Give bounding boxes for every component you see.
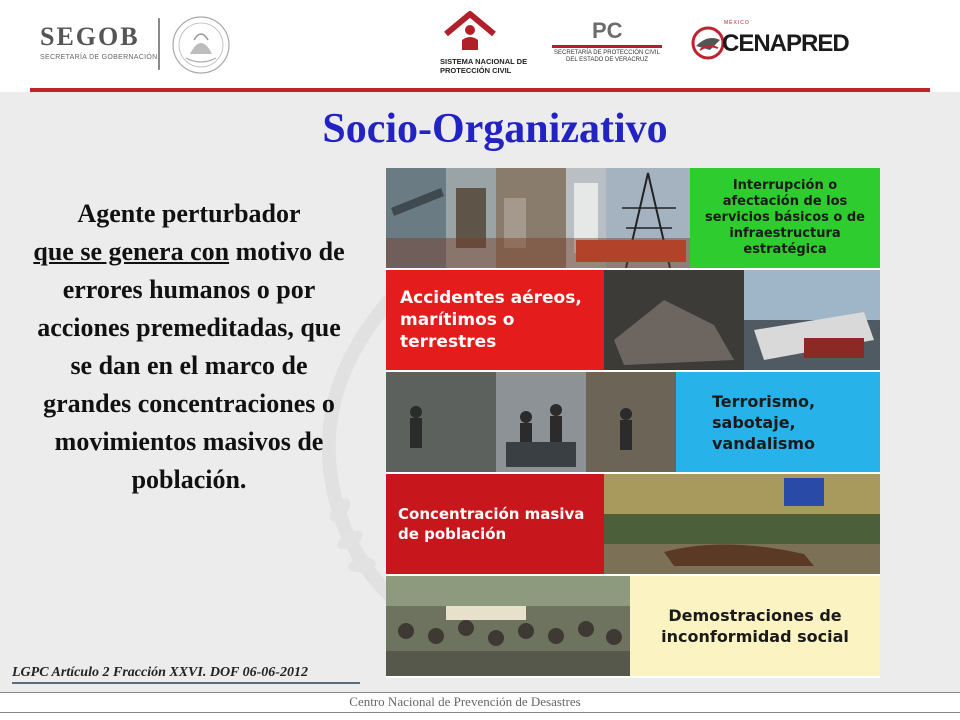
- pc-nacional-label: SISTEMA NACIONAL DE PROTECCIÓN CIVIL: [440, 57, 528, 75]
- category-text-accidentes: Accidentes aéreos, marítimos o terrestres: [400, 288, 582, 352]
- national-seal-icon: [170, 14, 232, 76]
- pc-veracruz-bar: [552, 45, 662, 48]
- logo-divider: [158, 18, 160, 70]
- proteccion-civil-house-icon: [440, 10, 500, 50]
- category-label-concentracion: [386, 474, 604, 574]
- accidents-photo: [604, 270, 880, 370]
- category-text-terrorismo: Terrorismo, sabotaje, vandalismo: [712, 391, 816, 453]
- cenapred-logo: [690, 20, 849, 65]
- category-label-infraestructura: [690, 168, 880, 268]
- cenapred-country: MÉXICO: [724, 20, 750, 26]
- category-text-demostraciones: Demostraciones de inconformidad social: [661, 606, 849, 646]
- slide-header: [0, 0, 960, 92]
- legal-underline: [12, 682, 360, 684]
- protest-photo: [386, 576, 630, 676]
- definition-underlined: que se genera con: [33, 237, 230, 266]
- category-text-concentracion: Concentración masiva de población: [398, 505, 585, 543]
- definition-part-2: motivo de errores humanos o por acciones premeditadas, que se dan en el marco de grandes concentraciones o movimientos masivos de población.: [37, 237, 345, 494]
- cenapred-wordmark: CENAPRED: [722, 30, 849, 57]
- category-label-terrorismo: [676, 372, 880, 472]
- footer-bottom-line: [0, 712, 960, 713]
- proteccion-civil-nacional-logo: [440, 10, 540, 75]
- riot-photo: [386, 372, 676, 472]
- category-text-infraestructura: Interrupción o afectación de los servicios básicos o de infraestructura estratégica: [704, 178, 865, 257]
- infrastructure-photo: [386, 168, 690, 268]
- segob-wordmark: SEGOB: [40, 22, 140, 51]
- collage-row-accidentes: [386, 270, 880, 372]
- definition-part-1: Agente perturbador: [77, 199, 301, 228]
- legal-reference: LGPC Artículo 2 Fracción XXVI. DOF 06-06-2012: [12, 665, 308, 680]
- proteccion-civil-veracruz-logo: [552, 18, 662, 64]
- collage-row-demostraciones: [386, 576, 880, 678]
- collage-row-infraestructura: [386, 168, 880, 270]
- cenapred-emblem-icon: [690, 26, 726, 60]
- hazard-collage: [386, 168, 880, 678]
- crowd-stadium-photo: [604, 474, 880, 574]
- definition-text: [30, 195, 348, 499]
- segob-logo: [40, 22, 157, 61]
- collage-row-terrorismo: [386, 372, 880, 474]
- pc-veracruz-label: SECRETARÍA DE PROTECCIÓN CIVIL DEL ESTADO DE VERACRUZ: [554, 50, 660, 63]
- category-label-demostraciones: [630, 576, 880, 676]
- footer-top-line: [0, 692, 960, 693]
- slide-title: Socio-Organizativo: [322, 106, 668, 152]
- pc-veracruz-wordmark: PC: [592, 18, 623, 43]
- collage-row-concentracion: [386, 474, 880, 576]
- segob-subtitle: SECRETARÍA DE GOBERNACIÓN: [40, 54, 158, 61]
- footer-text: Centro Nacional de Prevención de Desastres: [349, 694, 581, 709]
- category-label-accidentes: [386, 270, 604, 370]
